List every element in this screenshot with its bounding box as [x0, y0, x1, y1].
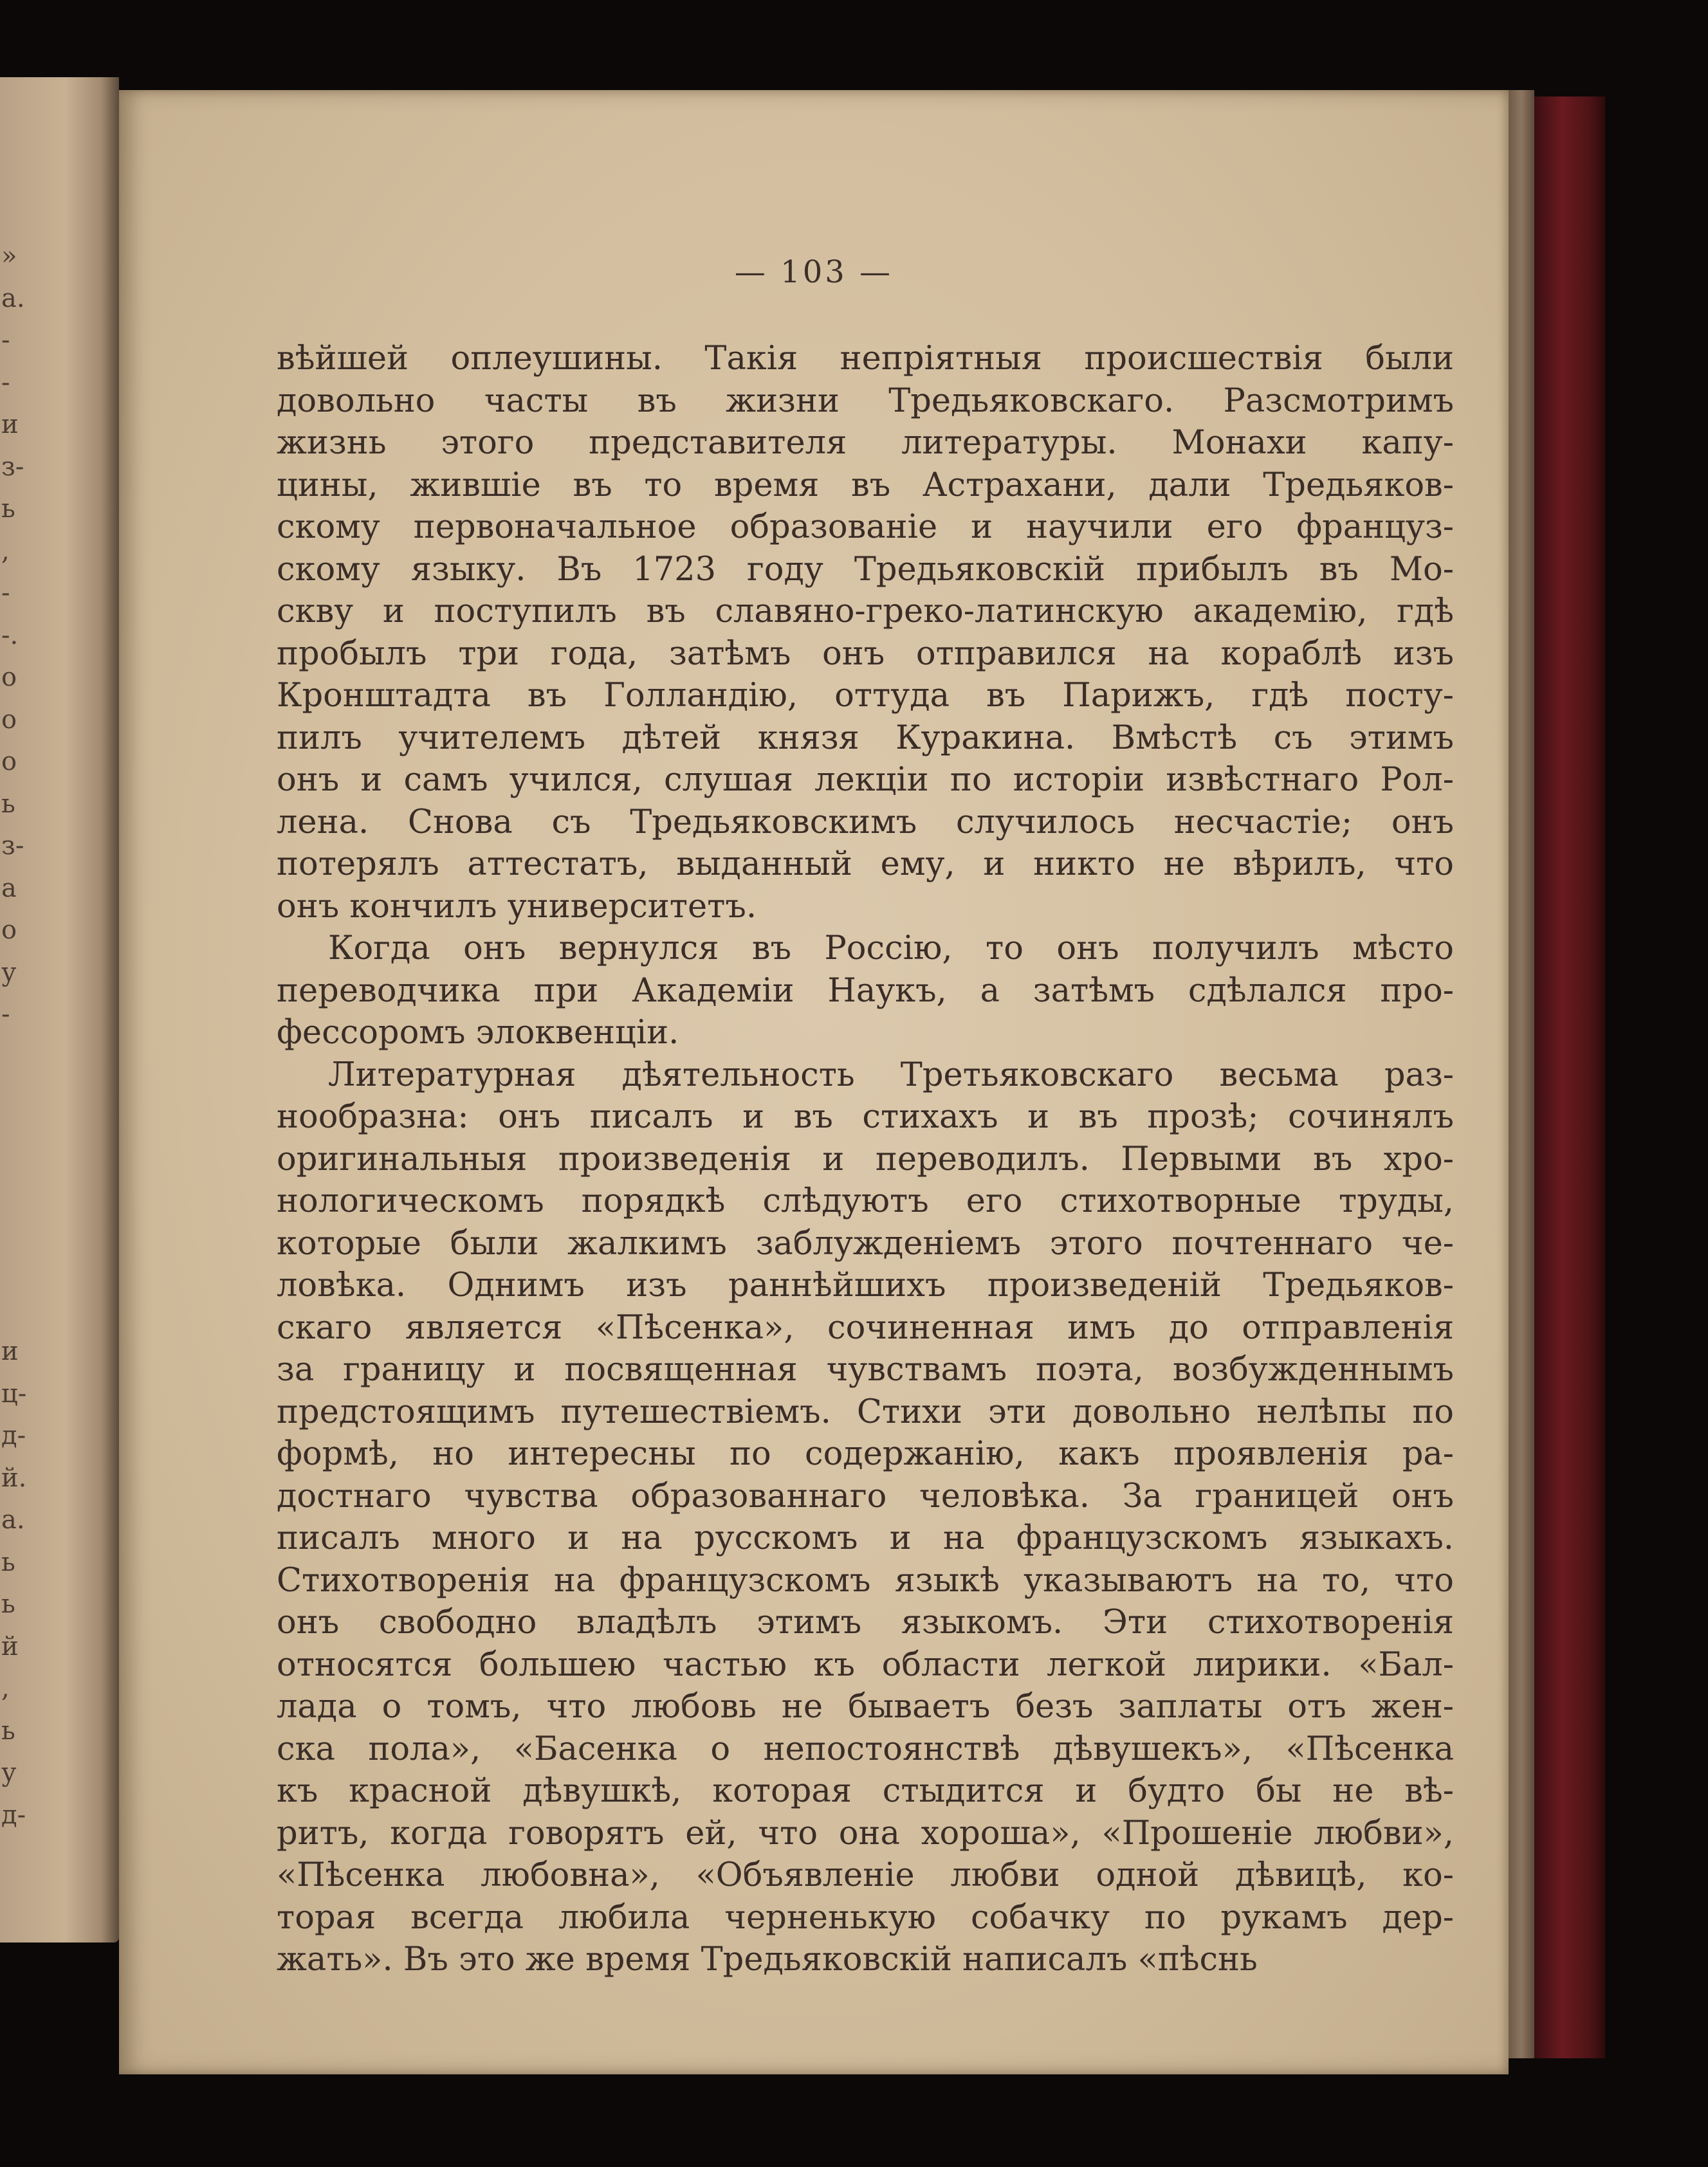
book-page: [119, 90, 1509, 2074]
text-line: писалъ много и на русскомъ и на французскомъ языкахъ.: [277, 1519, 1454, 1557]
text-line: переводчика при Академіи Наукъ, а затѣмъ сдѣлался про-: [277, 971, 1454, 1010]
text-line: ска пола», «Басенка о непостоянствѣ дѣвушекъ», «Пѣсенка: [277, 1730, 1454, 1768]
left-page-fragment: ь: [1, 1715, 15, 1746]
text-line: онъ и самъ учился, слушая лекціи по исторіи извѣстнаго Рол-: [277, 761, 1454, 799]
text-line: довольно часты въ жизни Тредьяковскаго. Разсмотримъ: [277, 381, 1454, 420]
text-line: скву и поступилъ въ славяно-греко-латинскую академію, гдѣ: [277, 592, 1454, 630]
text-line: жизнь этого представителя литературы. Монахи капу-: [277, 424, 1454, 462]
text-line: ловѣка. Однимъ изъ раннѣйшихъ произведеній Тредьяков-: [277, 1266, 1454, 1304]
left-page-fragment: а.: [1, 283, 25, 313]
text-line: лада о томъ, что любовь не бываетъ безъ заплаты отъ жен-: [277, 1688, 1454, 1726]
left-page-fragment: и: [1, 410, 19, 439]
left-page-fragment: а.: [1, 1505, 25, 1535]
left-page-fragment: и: [1, 1337, 19, 1366]
left-page-fragment: о: [1, 747, 17, 776]
left-page-fragment: ,: [1, 536, 10, 566]
left-page-fragment: ,: [1, 1674, 10, 1703]
text-line: ритъ, когда говорятъ ей, что она хороша», «Прошеніе любви»,: [277, 1814, 1454, 1852]
text-line: нологическомъ порядкѣ слѣдуютъ его стихотворные труды,: [277, 1182, 1454, 1220]
text-line: вѣйшей оплеушины. Такія непріятныя происшествія были: [277, 340, 1454, 378]
left-page-fragment: й: [1, 1631, 19, 1661]
left-page-fragment: з-: [1, 831, 24, 861]
left-page-fragment: ь: [1, 494, 15, 524]
left-page-fragment: з-: [1, 452, 24, 482]
text-line: Кронштадта въ Голландію, оттуда въ Парижъ, гдѣ посту-: [277, 677, 1454, 715]
text-line: пилъ учителемъ дѣтей князя Куракина. Вмѣстѣ съ этимъ: [277, 718, 1454, 757]
text-line: формѣ, но интересны по содержанію, какъ проявленія ра-: [277, 1435, 1454, 1473]
left-page-fragment: д-: [1, 1800, 26, 1830]
text-line: Стихотворенія на французскомъ языкѣ указываютъ на то, что: [277, 1561, 1454, 1600]
left-page-fragment: ь: [1, 789, 15, 819]
page-stack-edge: [1509, 90, 1534, 2058]
left-page-fragment: -: [1, 578, 10, 608]
left-page-fragment: а: [1, 873, 17, 903]
left-page-fragment: у: [1, 1758, 17, 1788]
left-page-fragment: о: [1, 915, 17, 945]
text-line: оригинальныя произведенія и переводилъ. Первыми въ хро-: [277, 1140, 1454, 1178]
left-page-fragment: -: [1, 325, 10, 355]
text-line: «Пѣсенка любовна», «Объявленіе любви одной дѣвицѣ, ко-: [277, 1856, 1454, 1894]
text-line: скаго является «Пѣсенка», сочиненная имъ до отправленія: [277, 1308, 1454, 1347]
text-line: Литературная дѣятельность Третьяковскаго весьма раз-: [328, 1056, 1454, 1094]
text-line: жать». Въ это же время Тредьяковскій написалъ «пѣснь: [277, 1941, 1258, 1979]
left-page-fragment: у: [1, 957, 17, 987]
text-line: фессоромъ элоквенціи.: [277, 1014, 679, 1052]
left-page-fragment: о: [1, 663, 17, 692]
book-cover-edge: [1534, 96, 1605, 2058]
text-line: предстоящимъ путешествіемъ. Стихи эти довольно нелѣпы по: [277, 1393, 1454, 1431]
left-page-fragment: ь: [1, 1589, 15, 1619]
text-line: торая всегда любила черненькую собачку по рукамъ дер-: [277, 1898, 1454, 1937]
text-line: цины, жившіе въ то время въ Астрахани, дали Тредьяков-: [277, 466, 1454, 504]
text-line: относятся большею частью къ области легкой лирики. «Бал-: [277, 1645, 1454, 1684]
left-page-fragment: ц-: [1, 1378, 27, 1409]
text-line: достнаго чувства образованнаго человѣка. За границей онъ: [277, 1477, 1454, 1515]
text-line: нообразна: онъ писалъ и въ стихахъ и въ прозѣ; сочинялъ: [277, 1098, 1454, 1136]
left-page-fragment: -: [1, 1000, 10, 1029]
text-line: онъ свободно владѣлъ этимъ языкомъ. Эти стихотворенія: [277, 1604, 1454, 1641]
left-page-fragment: ь: [1, 1547, 15, 1577]
left-page-fragment: й.: [1, 1463, 27, 1493]
text-line: лена. Снова съ Тредьяковскимъ случилось несчастіе; онъ: [277, 803, 1454, 841]
left-page-fragment: -: [1, 367, 10, 398]
left-page-fragment: »: [1, 241, 17, 271]
left-page-fragment: д-: [1, 1421, 26, 1450]
text-line: за границу и посвященная чувствамъ поэта, возбужденнымъ: [277, 1351, 1454, 1389]
page-body-text: [277, 338, 1454, 1981]
text-line: пробылъ три года, затѣмъ онъ отправился на кораблѣ изъ: [277, 634, 1454, 673]
left-facing-page: [0, 77, 119, 1943]
text-line: скому языку. Въ 1723 году Тредьяковскій прибылъ въ Мо-: [277, 550, 1454, 589]
text-line: къ красной дѣвушкѣ, которая стыдится и будто бы не вѣ-: [277, 1772, 1454, 1810]
left-page-fragment: о: [1, 704, 17, 735]
left-page-fragment: -.: [1, 620, 19, 650]
text-line: которые были жалкимъ заблужденіемъ этого почтеннаго че-: [277, 1224, 1454, 1263]
text-line: потерялъ аттестатъ, выданный ему, и никто не вѣрилъ, что: [277, 845, 1454, 883]
page-number: — 103 —: [734, 254, 894, 290]
text-line: Когда онъ вернулся въ Россію, то онъ получилъ мѣсто: [328, 929, 1454, 967]
text-line: скому первоначальное образованіе и научили его француз-: [277, 508, 1454, 546]
text-line: онъ кончилъ университетъ.: [277, 887, 757, 926]
